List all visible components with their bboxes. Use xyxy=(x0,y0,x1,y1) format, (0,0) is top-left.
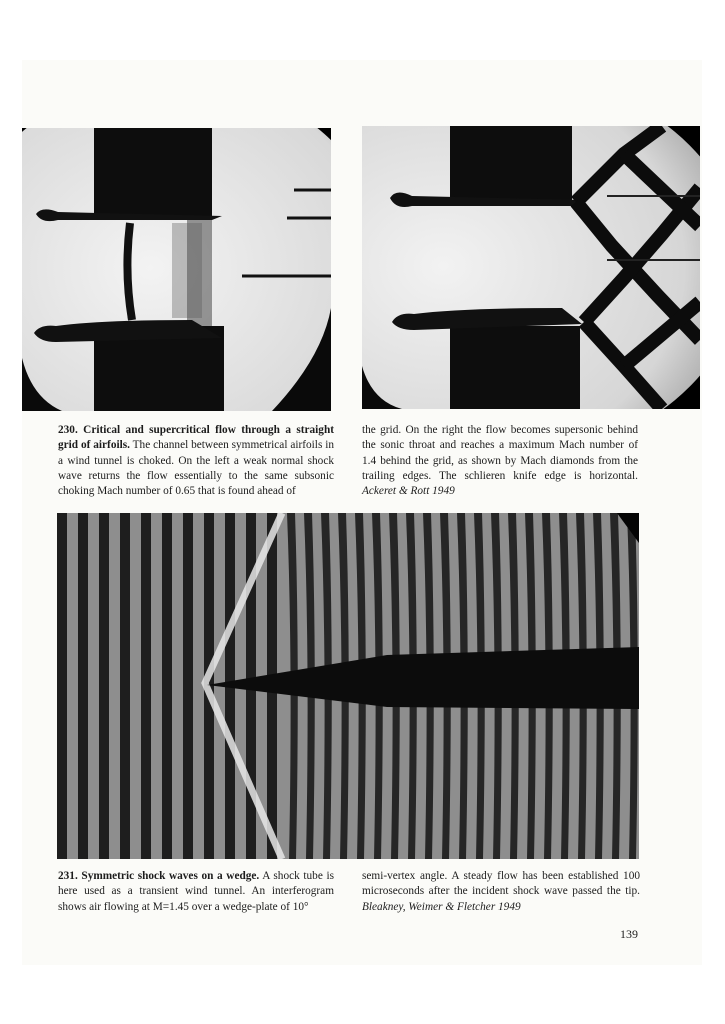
fringe-band xyxy=(99,513,109,859)
fringe-band xyxy=(57,513,67,859)
fringe-band xyxy=(141,513,151,859)
figure-230-caption-right xyxy=(362,423,638,499)
fringe-band xyxy=(183,513,193,859)
figure-231-caption-right xyxy=(362,869,640,915)
figure-231-number: 231. xyxy=(58,870,78,882)
figure-230-text-left: The channel between symmetrical airfoils in a wind tunnel is choked. On the left a weak normal shock wave returns the flow essentially to the same subsonic choking Mach number of 0.65 that is found ahead of xyxy=(58,439,335,498)
fringe-band xyxy=(162,513,172,859)
fringe-band xyxy=(120,513,130,859)
page-number: 139 xyxy=(620,927,638,941)
figure-230-title: Critical and supercritical flow through a straight grid of airfoils. xyxy=(58,424,334,452)
figure-231-photo xyxy=(57,513,639,859)
figure-231-text-right: semi-vertex angle. A steady flow has been established 100 microseconds after the incident shock wave passed the tip. xyxy=(362,870,640,898)
figure-230-credit: Ackeret & Rott 1949 xyxy=(362,485,455,498)
fringe-band xyxy=(78,513,88,859)
figure-230-right-photo xyxy=(362,126,700,409)
figure-230-caption-left xyxy=(58,423,334,499)
figure-231-text-left: A shock tube is here used as a transient wind tunnel. An interferogram shows air flowing at M=1.45 over a wedge-plate of 10° xyxy=(58,870,334,913)
figure-231-caption-left xyxy=(58,869,334,915)
figure-231-title: Symmetric shock waves on a wedge. xyxy=(81,870,260,882)
figure-230-number: 230. xyxy=(58,424,78,436)
figure-230-left-photo xyxy=(22,128,331,411)
figure-231-credit: Bleakney, Weimer & Fletcher 1949 xyxy=(362,900,521,913)
figure-230-text-right: the grid. On the right the flow becomes supersonic behind the sonic throat and reaches a maximum Mach number of 1.4 behind the grid, as shown by Mach diamonds from the trailing edges. The schlieren knife edge is horizontal. xyxy=(362,424,638,482)
